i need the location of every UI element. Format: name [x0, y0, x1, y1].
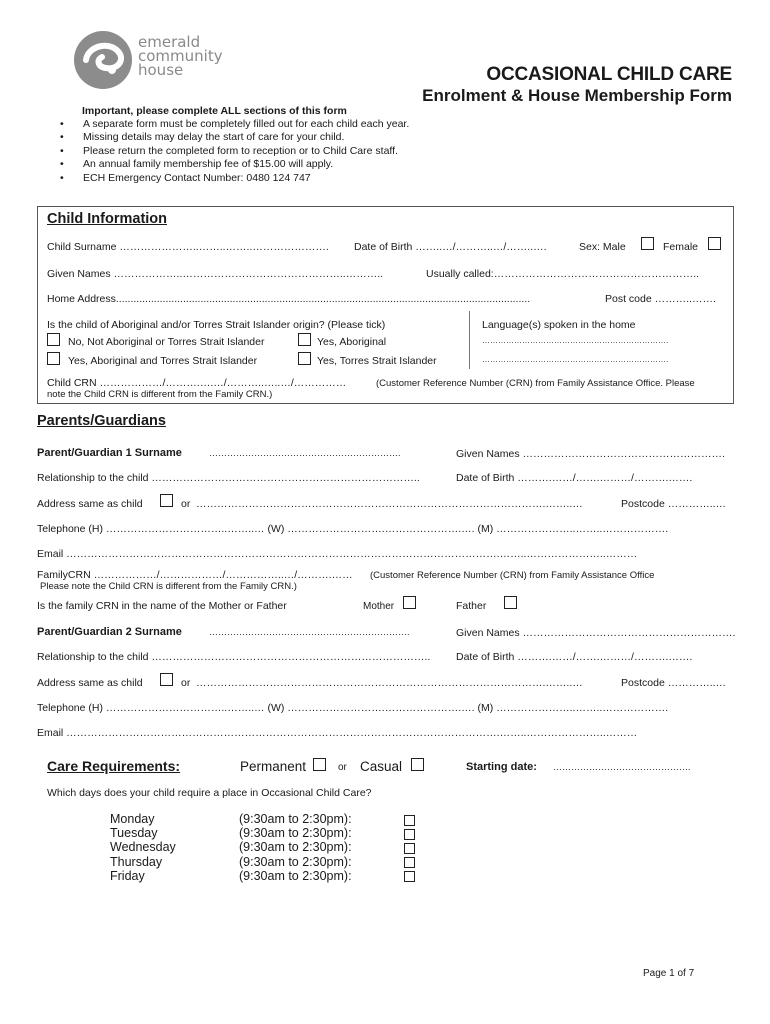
day-thursday: Thursday [110, 854, 163, 869]
parent1-postcode-field[interactable]: Postcode …………..… [621, 498, 727, 510]
time-thursday: (9:30am to 2:30pm): [239, 854, 352, 869]
child-surname-field[interactable]: Child Surname …………………..……..……..…………………. [47, 241, 329, 253]
bullet-item: • Please return the completed form to reception or to Child Care staff. [60, 145, 409, 158]
parent1-or-label: or [181, 498, 191, 510]
parent2-relationship-field[interactable]: Relationship to the child …………………………………………………………………….. [37, 651, 431, 663]
logo-wordmark [138, 35, 223, 77]
origin-both-label: Yes, Aboriginal and Torres Strait Islander [68, 355, 258, 367]
usually-called-field[interactable]: Usually called:………………………………………………….. [426, 268, 700, 280]
care-heading: Care Requirements: [47, 758, 181, 774]
family-crn-note: (Customer Reference Number (CRN) from Family Assistance Office [370, 570, 655, 581]
mother-label: Mother [363, 601, 395, 612]
casual-checkbox[interactable] [411, 758, 424, 771]
family-crn-note-2: Please note the Child CRN is different from the Family CRN.) [40, 581, 297, 592]
language-label: Language(s) spoken in the home [482, 319, 636, 331]
child-crn-note: (Customer Reference Number (CRN) from Family Assistance Office. Please [376, 378, 695, 389]
column-divider [469, 311, 470, 369]
child-dob-field[interactable]: Date of Birth ……..…/………..…/……..…. [354, 241, 547, 253]
day-friday: Friday [110, 868, 145, 883]
child-info-box [37, 206, 734, 404]
parent2-surname-label: Parent/Guardian 2 Surname [37, 626, 182, 638]
logo-mark-icon [72, 30, 136, 90]
family-crn-field[interactable]: FamilyCRN ………………/………………/……………..…/……….…… [37, 569, 353, 581]
instruction-list [60, 118, 409, 185]
father-label: Father [456, 600, 487, 612]
origin-torres-label: Yes, Torres Strait Islander [317, 355, 437, 367]
parent2-email-field[interactable]: Email …………………………………………………………………………………………………………….……..…………………..……… [37, 727, 638, 739]
monday-checkbox[interactable] [404, 815, 415, 826]
child-info-heading: Child Information [47, 211, 168, 227]
form-title: OCCASIONAL CHILD CARE [486, 64, 732, 85]
parent2-address-same-checkbox[interactable] [160, 673, 173, 686]
child-postcode-field[interactable]: Post code ………..……. [605, 293, 716, 305]
logo-line1: emerald [138, 33, 201, 51]
starting-date-field[interactable]: ………………………………………. [553, 762, 691, 772]
parent2-address-same-label: Address same as child [37, 677, 143, 689]
starting-date-label: Starting date: [466, 761, 537, 773]
parent1-surname-label: Parent/Guardian 1 Surname [37, 447, 182, 459]
important-note: Important, please complete ALL sections of this form [82, 105, 347, 117]
times-list [239, 812, 352, 883]
parent1-surname-field[interactable]: ………………………………………………………. [209, 448, 401, 458]
crn-name-question: Is the family CRN in the name of the Mother or Father [37, 600, 287, 612]
permanent-checkbox[interactable] [313, 758, 326, 771]
parent1-given-field[interactable]: Given Names …………………………………………………. [456, 448, 725, 460]
permanent-label: Permanent [240, 759, 307, 774]
logo-line3: house [138, 61, 184, 79]
father-checkbox[interactable] [504, 596, 517, 609]
parent1-dob-field[interactable]: Date of Birth ……….……/…….………/……….……. [456, 472, 693, 484]
time-friday: (9:30am to 2:30pm): [239, 868, 352, 883]
bullet-item: • Missing details may delay the start of care for your child. [60, 131, 409, 144]
parent1-telephone-field[interactable]: Telephone (H) ……………………………..……..… (W) ……………………….………………….…. (M) …………………..……..………………. [37, 523, 669, 535]
parent2-given-field[interactable]: Given Names ……………………………………………………. [456, 627, 736, 639]
form-subtitle: Enrolment & House Membership Form [422, 86, 732, 105]
parent2-or-label: or [181, 677, 191, 689]
origin-torres-checkbox[interactable] [298, 352, 311, 365]
home-address-field[interactable]: Home Address.............................................................................................................................................. [47, 293, 531, 305]
parent1-address-same-checkbox[interactable] [160, 494, 173, 507]
wednesday-checkbox[interactable] [404, 843, 415, 854]
days-list [110, 812, 176, 883]
origin-both-checkbox[interactable] [47, 352, 60, 365]
page-number: Page 1 of 7 [643, 968, 695, 979]
parent2-address-field[interactable]: ……………………………………………………………………………………….……..… [196, 677, 583, 689]
sex-male-checkbox[interactable] [641, 237, 654, 250]
origin-aboriginal-label: Yes, Aboriginal [317, 336, 387, 348]
time-wednesday: (9:30am to 2:30pm): [239, 840, 352, 855]
bullet-item: • An annual family membership fee of $15.00 will apply. [60, 158, 409, 171]
language-line-2[interactable]: ……………………………………………………………. [482, 355, 669, 364]
day-wednesday: Wednesday [110, 840, 176, 855]
child-crn-note-2: note the Child CRN is different from the Family CRN.) [47, 389, 273, 400]
parent2-surname-field[interactable]: …………………………………………………………. [209, 627, 410, 637]
parent1-email-field[interactable]: Email …………………………………………………………………………………………………………….……..…………………..……… [37, 548, 638, 560]
tuesday-checkbox[interactable] [404, 829, 415, 840]
parent2-postcode-field[interactable]: Postcode …………..… [621, 677, 727, 689]
parent2-telephone-field[interactable]: Telephone (H) ……………………………..……..… (W) ……………………….………………….…. (M) …………………..……..………………. [37, 702, 669, 714]
logo [72, 28, 252, 94]
parent1-relationship-field[interactable]: Relationship to the child ………………………………………………………………….. [37, 472, 420, 484]
casual-label: Casual [360, 759, 403, 774]
parent2-dob-field[interactable]: Date of Birth ……….……/…….………/……….……. [456, 651, 693, 663]
time-monday: (9:30am to 2:30pm): [239, 812, 352, 826]
time-tuesday: (9:30am to 2:30pm): [239, 826, 352, 841]
day-monday: Monday [110, 812, 155, 826]
parent1-address-same-label: Address same as child [37, 498, 143, 510]
logo-line2: community [138, 47, 223, 65]
sex-female-label: Female [663, 241, 699, 253]
care-or-label: or [338, 762, 347, 773]
sex-label: Sex: Male [579, 241, 626, 253]
sex-female-checkbox[interactable] [708, 237, 721, 250]
child-crn-field[interactable]: Child CRN ………………/……….….…/………..…..…/…………… [47, 377, 347, 389]
origin-aboriginal-checkbox[interactable] [298, 333, 311, 346]
bullet-item: • A separate form must be completely filled out for each child each year. [60, 118, 409, 131]
language-line-1[interactable]: ……………………………………………………………. [482, 336, 669, 345]
day-tuesday: Tuesday [110, 826, 158, 841]
bullet-item: • ECH Emergency Contact Number: 0480 124 747 [60, 172, 409, 185]
thursday-checkbox[interactable] [404, 857, 415, 868]
parents-heading: Parents/Guardians [37, 413, 166, 429]
mother-checkbox[interactable] [403, 596, 416, 609]
origin-no-label: No, Not Aboriginal or Torres Strait Islander [68, 336, 265, 348]
given-names-field[interactable]: Given Names ………………..………………………………………..……….. [47, 268, 384, 280]
parent1-address-field[interactable]: ……………………………………………………………………………………….……..… [196, 498, 583, 510]
days-question: Which days does your child require a place in Occasional Child Care? [47, 787, 372, 799]
origin-no-checkbox[interactable] [47, 333, 60, 346]
friday-checkbox[interactable] [404, 871, 415, 882]
origin-question: Is the child of Aboriginal and/or Torres Strait Islander origin? (Please tick) [47, 319, 386, 331]
